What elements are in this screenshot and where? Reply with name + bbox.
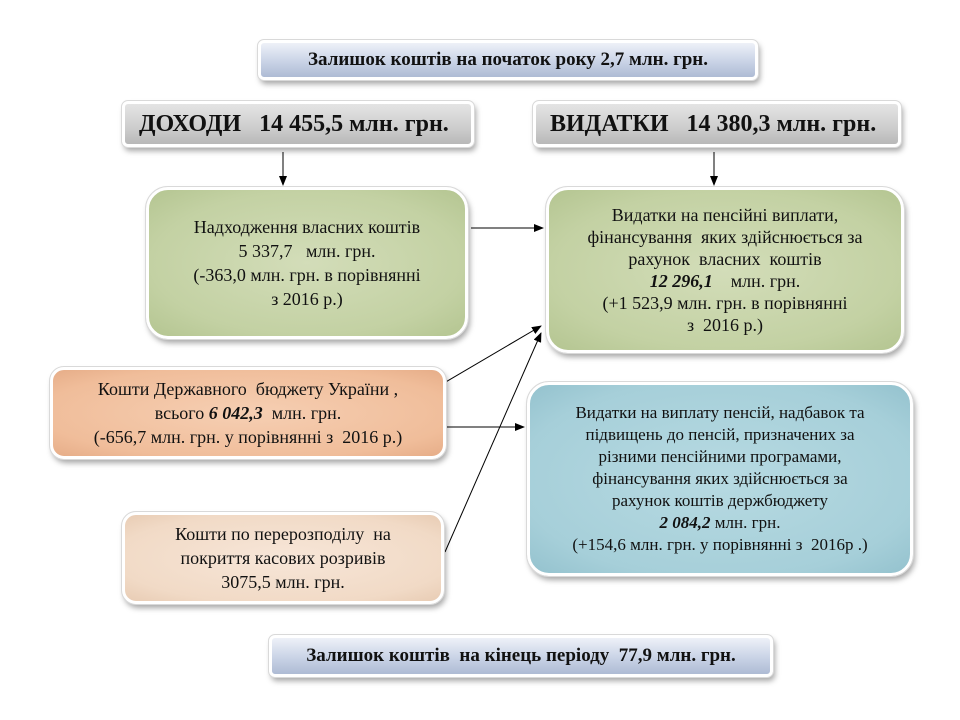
own-expenses-amount: 12 296,1 (649, 271, 713, 291)
own-expenses-line2: фінансування яких здійснюється за (587, 227, 863, 247)
state-budget-change: (-656,7 млн. грн. у порівнянні з 2016 р.) (93, 427, 403, 447)
own-expenses-line3: рахунок власних коштів (628, 249, 822, 269)
budget-expenses-line3: різними пенсійними програмами, (598, 447, 842, 466)
redistribution-funds-box (122, 512, 444, 604)
closing-balance-text: Залишок коштів на кінець періоду 77,9 млн. грн. (306, 645, 736, 666)
closing-balance-banner (269, 635, 773, 677)
budget-expenses-unit: млн. грн. (710, 513, 781, 532)
own-expenses-amount-line (650, 270, 801, 292)
income-label: ДОХОДИ (139, 110, 242, 137)
income-amount: 14 455,5 млн. грн. (259, 110, 449, 137)
state-budget-unit: млн. грн. (262, 403, 342, 423)
own-expenses-unit: млн. грн. (712, 271, 801, 291)
state-budget-funds-box (50, 367, 446, 459)
opening-balance-banner (258, 40, 758, 80)
own-funds-box (146, 187, 468, 339)
expense-label: ВИДАТКИ (550, 110, 669, 137)
own-expenses-box (546, 187, 904, 353)
expense-header (533, 101, 901, 147)
redistribution-line2: покриття касових розривів (180, 548, 386, 568)
expense-amount: 14 380,3 млн. грн. (686, 110, 877, 137)
budget-expenses-box (527, 382, 913, 576)
income-header (122, 101, 474, 147)
state-budget-prefix: всього (154, 403, 209, 423)
state-budget-title: Кошти Державного бюджету України , (97, 379, 399, 399)
budget-expenses-line5: рахунок коштів держбюджету (611, 491, 829, 510)
own-funds-amount: 5 337,7 млн. грн. (238, 241, 376, 261)
budget-expenses-amount-line (660, 512, 781, 534)
state-budget-amount-line (155, 401, 342, 425)
own-funds-change: (-363,0 млн. грн. в порівнянні (193, 265, 421, 285)
budget-expenses-line2: підвищень до пенсій, призначених за (585, 425, 855, 444)
own-funds-title: Надходження власних коштів (193, 217, 421, 237)
own-expenses-year: з 2016 р.) (686, 315, 764, 335)
budget-expenses-change: (+154,6 млн. грн. у порівнянні з 2016р .) (572, 535, 868, 554)
budget-expenses-line1: Видатки на виплату пенсій, надбавок та (575, 403, 865, 422)
budget-expenses-line4: фінансування яких здійснюється за (592, 469, 848, 488)
redistribution-amount: 3075,5 млн. грн. (221, 572, 345, 592)
own-funds-year: з 2016 р.) (271, 289, 343, 309)
own-expenses-line1: Видатки на пенсійні виплати, (611, 205, 839, 225)
opening-balance-text: Залишок коштів на початок року 2,7 млн. грн. (308, 49, 708, 70)
own-expenses-change: (+1 523,9 млн. грн. в порівнянні (602, 293, 848, 313)
budget-expenses-amount: 2 084,2 (659, 513, 711, 532)
state-budget-amount: 6 042,3 (208, 403, 263, 423)
redistribution-line1: Кошти по перерозподілу на (175, 524, 391, 544)
